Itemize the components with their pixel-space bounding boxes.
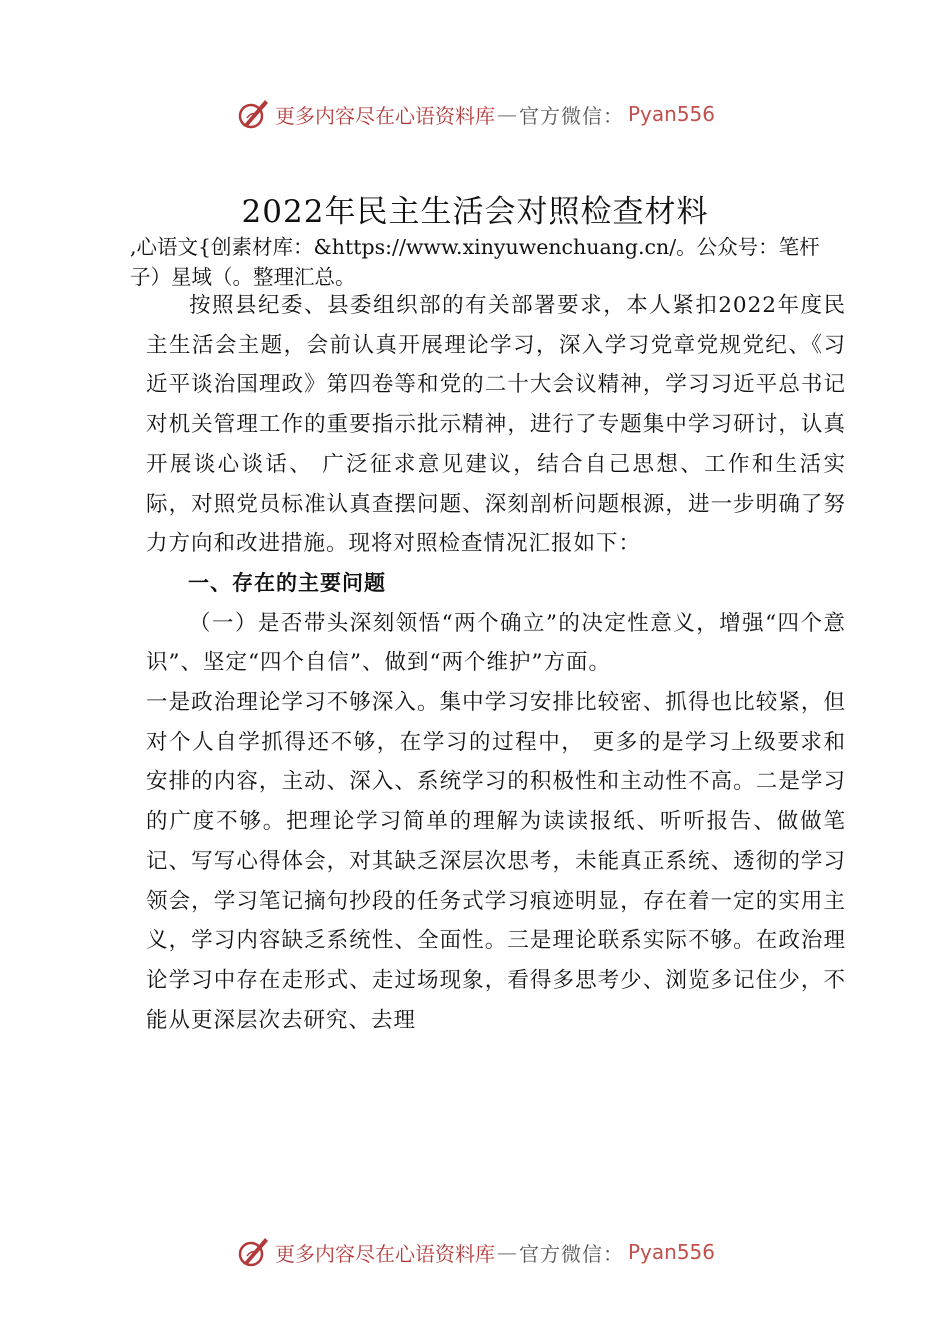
document-body [146,286,846,1040]
quill-seal-logo-icon [235,1234,271,1270]
footer-watermark-banner [0,1232,950,1272]
problem-paragraph-1: 一是政治理论学习不够深入。集中学习安排比较密、抓得也比较紧，但对个人自学抓得还不够，在学习的过程中， 更多的是学习上级要求和安排的内容，主动、深入、系统学习的积极性和主动性不高。二是学习的广度不够。把理论学习简单的理解为读读报纸、听听报告、做做笔记、写写心得体会，对其缺乏深层次思考，未能真正系统、透彻的学习领会，学习笔记摘句抄段的任务式学习痕迹明显，存在着一定的实用主义，学习内容缺乏系统性、全面性。三是理论联系实际不够。在政治理论学习中存在走形式、走过场现象，看得多思考少、浏览多记住少，不能从更深层次去研究、去理 [146,690,846,1033]
banner-account: Pyan556 [627,1240,715,1264]
banner-separator: — [496,1240,517,1264]
subsection-1: （一）是否带头深刻领悟“两个确立”的决定性意义，增强“四个意识”、坚定“四个自信”、做到“两个维护”方面。 [146,610,846,676]
banner-wechat-label: 官方微信： [518,103,624,128]
banner-site-text: 更多内容尽在心语资料库 [274,1241,495,1266]
header-watermark-banner [0,94,950,134]
section-heading-1: 一、存在的主要问题 [188,570,386,595]
source-note: ,心语文{创素材库：&https://www.xinyuwenchuang.cn/。公众号：笔杆子）星域（。整理汇总。 [130,235,820,289]
intro-paragraph: 按照县纪委、县委组织部的有关部署要求，本人紧扣2022年度民主生活会主题，会前认真开展理论学习，深入学习党章党规党纪、《习近平谈治国理政》第四卷等和党的二十大会议精神，学习习近平总书记对机关管理工作的重要指示批示精神，进行了专题集中学习研讨，认真开展谈心谈话、 广泛征求意见建议，结合自己思想、工作和生活实际，对照党员标准认真查摆问题、深刻剖析问题根源，进一步明确了努力方向和改进措施。现将对照检查情况汇报如下： [146,293,846,557]
banner-site-text: 更多内容尽在心语资料库 [274,103,495,128]
banner-account: Pyan556 [627,102,715,126]
document-title: 2022年民主生活会对照检查材料 [241,194,709,230]
banner-wechat-label: 官方微信： [518,1241,624,1266]
banner-separator: — [496,102,517,126]
quill-seal-logo-icon [235,96,271,132]
